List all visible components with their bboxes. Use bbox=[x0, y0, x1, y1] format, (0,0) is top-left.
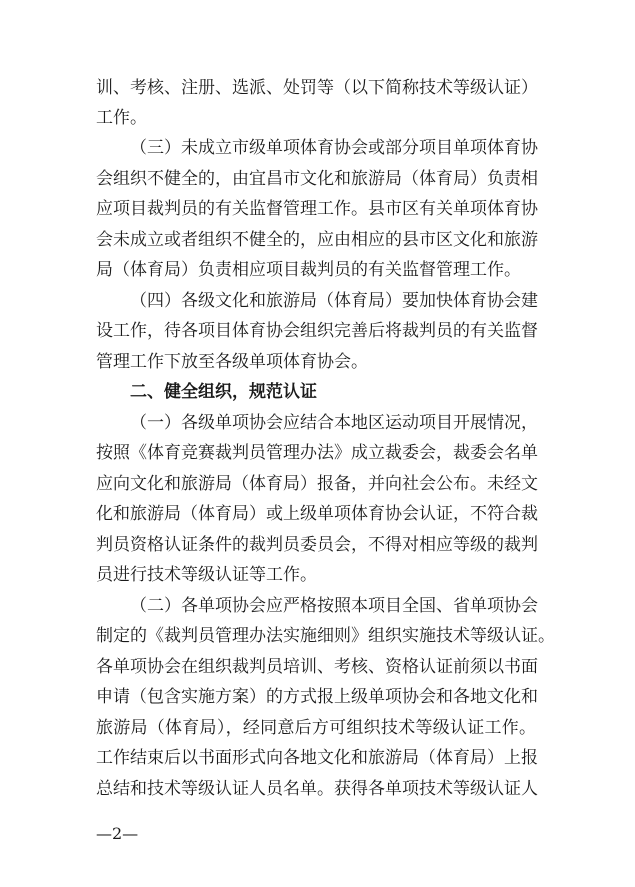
paragraph-1-line-2: 按照《体育竞赛裁判员管理办法》成立裁委会，裁委会名单 bbox=[96, 443, 538, 463]
page-number: —2— bbox=[96, 824, 139, 843]
paragraph-2-line-3: 各单项协会在组织裁判员培训、考核、资格认证前须以书面 bbox=[96, 657, 538, 677]
paragraph-2-line-1: （二）各单项协会应严格按照本项目全国、省单项协会 bbox=[130, 596, 538, 616]
paragraph-4-line-1: （四）各级文化和旅游局（体育局）要加快体育协会建 bbox=[130, 291, 538, 311]
paragraph-1-line-4: 化和旅游局（体育局）或上级单项体育协会认证，不符合裁 bbox=[96, 504, 538, 524]
body-line-2: 工作。 bbox=[96, 108, 147, 128]
section-heading: 二、健全组织，规范认证 bbox=[130, 382, 317, 402]
paragraph-2-line-2: 制定的《裁判员管理办法实施细则》组织实施技术等级认证。 bbox=[96, 626, 555, 646]
paragraph-2-line-5: 旅游局（体育局），经同意后方可组织技术等级认证工作。 bbox=[96, 718, 536, 738]
paragraph-2-line-4: 申请（包含实施方案）的方式报上级单项协会和各地文化和 bbox=[96, 687, 538, 707]
paragraph-2-line-6: 工作结束后以书面形式向各地文化和旅游局（体育局）上报 bbox=[96, 748, 538, 768]
paragraph-3-line-5: 局（体育局）负责相应项目裁判员的有关监督管理工作。 bbox=[96, 260, 521, 280]
paragraph-1-line-5: 判员资格认证条件的裁判员委员会，不得对相应等级的裁判 bbox=[96, 535, 538, 555]
paragraph-1-line-1: （一）各级单项协会应结合本地区运动项目开展情况， bbox=[130, 413, 538, 433]
paragraph-4-line-2: 设工作，待各项目体育协会组织完善后将裁判员的有关监督 bbox=[96, 321, 538, 341]
paragraph-1-line-3: 应向文化和旅游局（体育局）报备，并向社会公布。未经文 bbox=[96, 474, 538, 494]
body-line-1: 训、考核、注册、选派、处罚等（以下简称技术等级认证） bbox=[96, 78, 538, 98]
paragraph-2-line-7: 总结和技术等级认证人员名单。获得各单项技术等级认证人 bbox=[96, 779, 538, 799]
paragraph-3-line-3: 应项目裁判员的有关监督管理工作。县市区有关单项体育协 bbox=[96, 199, 538, 219]
paragraph-3-line-4: 会未成立或者组织不健全的，应由相应的县市区文化和旅游 bbox=[96, 230, 538, 250]
paragraph-1-line-6: 员进行技术等级认证等工作。 bbox=[96, 565, 317, 585]
paragraph-4-line-3: 管理工作下放至各级单项体育协会。 bbox=[96, 352, 368, 372]
paragraph-3-line-2: 会组织不健全的，由宜昌市文化和旅游局（体育局）负责相 bbox=[96, 169, 538, 189]
paragraph-3-line-1: （三）未成立市级单项体育协会或部分项目单项体育协 bbox=[130, 138, 538, 158]
